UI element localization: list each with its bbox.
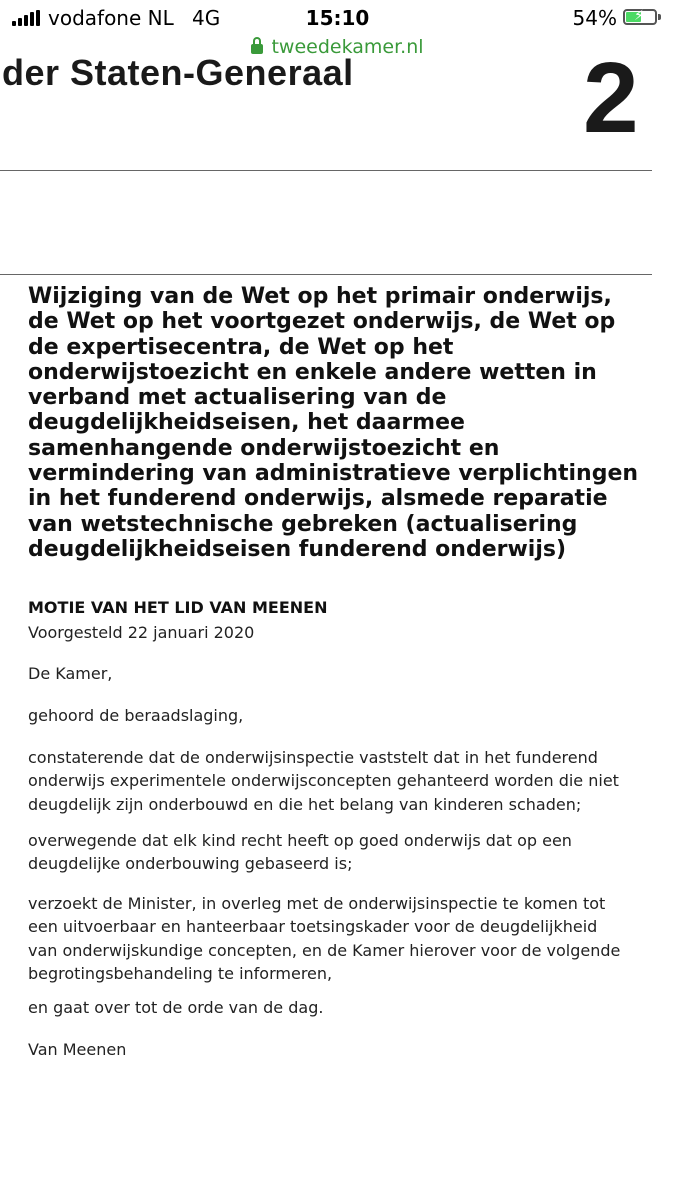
- title-line: onderwijstoezicht en enkele andere wetten in: [28, 359, 597, 385]
- document-number: 2: [583, 42, 639, 154]
- clause-line: verzoekt de Minister, in overleg met de onderwijsinspectie te komen tot: [28, 894, 606, 913]
- clause-line: onderwijs experimentele onderwijsconcepten gehanteerd worden die niet: [28, 771, 619, 791]
- clause-line: deugdelijke onderbouwing gebaseerd is;: [28, 854, 353, 874]
- carrier-name: vodafone NL: [48, 6, 174, 30]
- header-divider: [0, 170, 652, 171]
- clause-line: constaterende dat de onderwijsinspectie vaststelt dat in het funderend: [28, 748, 598, 767]
- heard-clause: gehoord de beraadslaging,: [28, 706, 244, 725]
- clause-line: begrotingsbehandeling te informeren,: [28, 963, 333, 983]
- title-line: deugdelijkheidseisen funderend onderwijs): [28, 536, 567, 562]
- battery-percentage: 54%: [572, 6, 617, 30]
- network-type: 4G: [192, 6, 221, 30]
- clause-line: van onderwijskundige concepten, en de Kamer hierover voor de volgende: [28, 940, 621, 960]
- proposed-date: Voorgesteld 22 januari 2020: [28, 623, 255, 642]
- clause-line: deugdelijk zijn onderbouwd en die het belang van kinderen schaden;: [28, 794, 582, 814]
- title-line: verband met actualisering van de: [28, 385, 447, 411]
- title-line: samenhangende onderwijstoezicht en: [28, 435, 500, 461]
- title-line: Wijziging van de Wet op het primair onderwijs,: [28, 284, 612, 309]
- signature: Van Meenen: [28, 1040, 127, 1059]
- title-line: vermindering van administratieve verplichtingen: [28, 461, 639, 487]
- title-line: deugdelijkheidseisen, het daarmee: [28, 410, 465, 436]
- charging-bolt-icon: ⚡: [634, 8, 644, 24]
- title-line: in het funderend onderwijs, alsmede reparatie: [28, 486, 608, 512]
- title-line: de expertisecentra, de Wet op het: [28, 334, 454, 360]
- battery-tip: [658, 14, 661, 20]
- closing-clause: en gaat over tot de orde van de dag.: [28, 998, 324, 1017]
- whereas-clause: [28, 829, 668, 876]
- status-time: 15:10: [305, 6, 370, 30]
- request-clause: [28, 892, 668, 985]
- status-bar: [0, 0, 675, 36]
- motion-heading: MOTIE VAN HET LID VAN MEENEN: [28, 598, 328, 617]
- document-header: der Staten-Generaal: [2, 52, 354, 93]
- title-line: van wetstechnische gebreken (actualisering: [28, 511, 578, 537]
- document-title: [28, 284, 668, 562]
- addressee: De Kamer,: [28, 664, 113, 683]
- clause-line: overwegende dat elk kind recht heeft op goed onderwijs dat op een: [28, 831, 572, 850]
- clause-line: een uitvoerbaar en hanteerbaar toetsingskader voor de deugdelijkheid: [28, 917, 598, 937]
- title-line: de Wet op het voortgezet onderwijs, de Wet op: [28, 309, 616, 335]
- battery-icon: [623, 9, 657, 25]
- url-text[interactable]: tweedekamer.nl: [271, 36, 424, 58]
- title-divider: [0, 274, 652, 275]
- considering-clause: [28, 746, 668, 816]
